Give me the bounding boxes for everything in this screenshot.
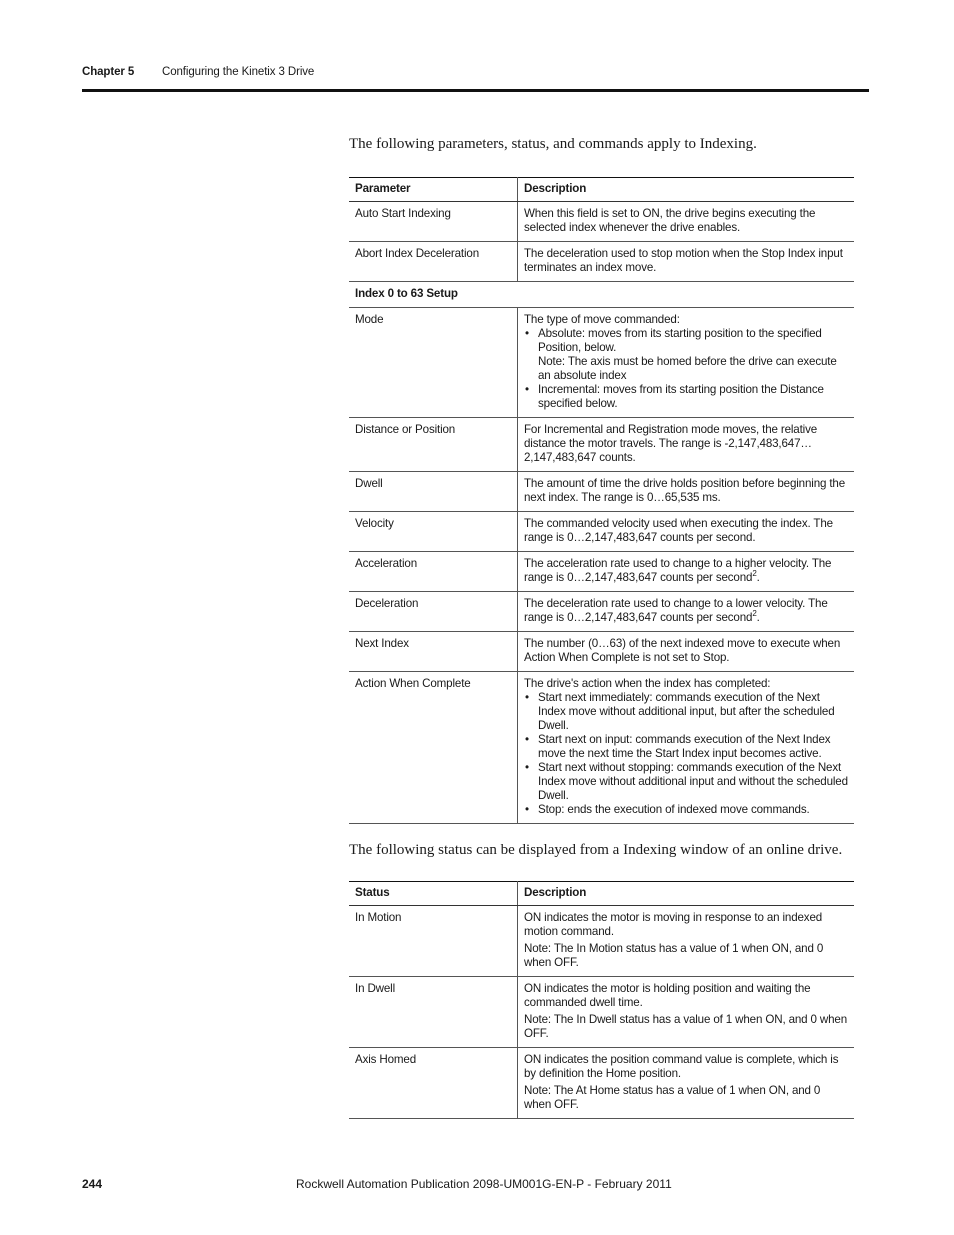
status-name: In Motion xyxy=(349,906,518,977)
table-row xyxy=(349,672,854,824)
table-row xyxy=(349,308,854,418)
parameter-name: Auto Start Indexing xyxy=(349,202,518,242)
bullet-note: Note: The axis must be homed before the drive can execute an absolute index xyxy=(538,355,837,382)
table-row xyxy=(349,472,854,512)
intro-paragraph-parameters: The following parameters, status, and commands apply to Indexing. xyxy=(349,136,757,152)
list-item: • Start next immediately: commands execution of the Next Index move without additional input, but after the scheduled Dwell. xyxy=(538,691,848,733)
section-row xyxy=(349,282,854,308)
superscript: 2 xyxy=(752,609,757,619)
list-item: • Incremental: moves from its starting position the Distance specified below. xyxy=(538,383,848,411)
parameter-description xyxy=(518,672,855,824)
table-row xyxy=(349,1048,854,1119)
page-header xyxy=(82,66,868,78)
description-end: . xyxy=(756,611,760,624)
table-header-row xyxy=(349,178,854,202)
description-lead: The type of move commanded: xyxy=(524,313,680,326)
status-name: In Dwell xyxy=(349,977,518,1048)
parameter-name: Acceleration xyxy=(349,552,518,592)
indexing-status-table xyxy=(349,881,854,1119)
parameter-description: The deceleration used to stop motion when the Stop Index input terminates an index move. xyxy=(518,242,855,282)
parameter-description: The amount of time the drive holds position before beginning the next index. The range is 0…65,535 ms. xyxy=(518,472,855,512)
parameter-description xyxy=(518,308,855,418)
bullet-list xyxy=(524,691,848,817)
status-description xyxy=(518,906,855,977)
section-heading: Index 0 to 63 Setup xyxy=(349,282,854,308)
description-note: Note: The In Dwell status has a value of 1 when ON, and 0 when OFF. xyxy=(524,1013,848,1040)
description-text: ON indicates the position command value is complete, which is by definition the Home position. xyxy=(524,1053,839,1080)
status-description xyxy=(518,977,855,1048)
status-description xyxy=(518,1048,855,1119)
parameter-name: Action When Complete xyxy=(349,672,518,824)
column-header-description: Description xyxy=(518,178,855,202)
description-note: Note: The In Motion status has a value of 1 when ON, and 0 when OFF. xyxy=(524,942,824,969)
chapter-label: Chapter 5 xyxy=(82,66,135,78)
list-item: • Stop: ends the execution of indexed move commands. xyxy=(538,803,848,817)
parameter-name: Velocity xyxy=(349,512,518,552)
table-row xyxy=(349,977,854,1048)
superscript: 2 xyxy=(752,569,757,579)
list-item xyxy=(538,327,848,383)
table-row xyxy=(349,552,854,592)
intro-paragraph-status: The following status can be displayed from a Indexing window of an online drive. xyxy=(349,842,843,858)
parameter-description: For Incremental and Registration mode moves, the relative distance the motor travels. The range is -2,147,483,647…2,147,483,647 counts. xyxy=(518,418,855,472)
indexing-parameters-table xyxy=(349,177,854,824)
table-row xyxy=(349,512,854,552)
description-end: . xyxy=(756,571,760,584)
header-rule xyxy=(82,89,869,92)
bullet-list xyxy=(524,327,848,411)
table-row xyxy=(349,418,854,472)
parameter-name: Distance or Position xyxy=(349,418,518,472)
column-header-parameter: Parameter xyxy=(349,178,518,202)
column-header-description: Description xyxy=(518,882,855,906)
parameter-name: Mode xyxy=(349,308,518,418)
status-name: Axis Homed xyxy=(349,1048,518,1119)
description-note: Note: The At Home status has a value of 1 when ON, and 0 when OFF. xyxy=(524,1084,821,1111)
description-text: ON indicates the motor is moving in response to an indexed motion command. xyxy=(524,911,823,938)
page-number: 244 xyxy=(82,1177,103,1191)
parameter-name: Next Index xyxy=(349,632,518,672)
parameter-description: When this field is set to ON, the drive begins executing the selected index whenever the drive enables. xyxy=(518,202,855,242)
description-text: ON indicates the motor is holding position and waiting the commanded dwell time. xyxy=(524,982,811,1009)
parameter-name: Abort Index Deceleration xyxy=(349,242,518,282)
table-header-row xyxy=(349,882,854,906)
table-row xyxy=(349,242,854,282)
column-header-status: Status xyxy=(349,882,518,906)
table-row xyxy=(349,906,854,977)
table-row xyxy=(349,592,854,632)
publication-info: Rockwell Automation Publication 2098-UM001G-EN-P - February 2011 xyxy=(296,1177,672,1191)
parameter-description: The commanded velocity used when executing the index. The range is 0…2,147,483,647 counts per second. xyxy=(518,512,855,552)
list-item: • Start next on input: commands execution of the Next Index move the next time the Start Index input becomes active. xyxy=(538,733,848,761)
parameter-name: Dwell xyxy=(349,472,518,512)
table-row xyxy=(349,632,854,672)
parameter-name: Deceleration xyxy=(349,592,518,632)
chapter-title: Configuring the Kinetix 3 Drive xyxy=(162,66,315,78)
bullet-text: Absolute: moves from its starting position to the specified Position, below. xyxy=(538,327,822,354)
description-text: The deceleration rate used to change to a lower velocity. The range is 0…2,147,483,647 counts per second xyxy=(524,597,828,624)
parameter-description xyxy=(518,592,855,632)
table-row xyxy=(349,202,854,242)
list-item: • Start next without stopping: commands execution of the Next Index move without additional input and without the scheduled Dwell. xyxy=(538,761,848,803)
parameter-description xyxy=(518,552,855,592)
description-lead: The drive's action when the index has completed: xyxy=(524,677,771,690)
parameter-description: The number (0…63) of the next indexed move to execute when Action When Complete is not set to Stop. xyxy=(518,632,855,672)
description-text: The acceleration rate used to change to a higher velocity. The range is 0…2,147,483,647 counts per second xyxy=(524,557,832,584)
